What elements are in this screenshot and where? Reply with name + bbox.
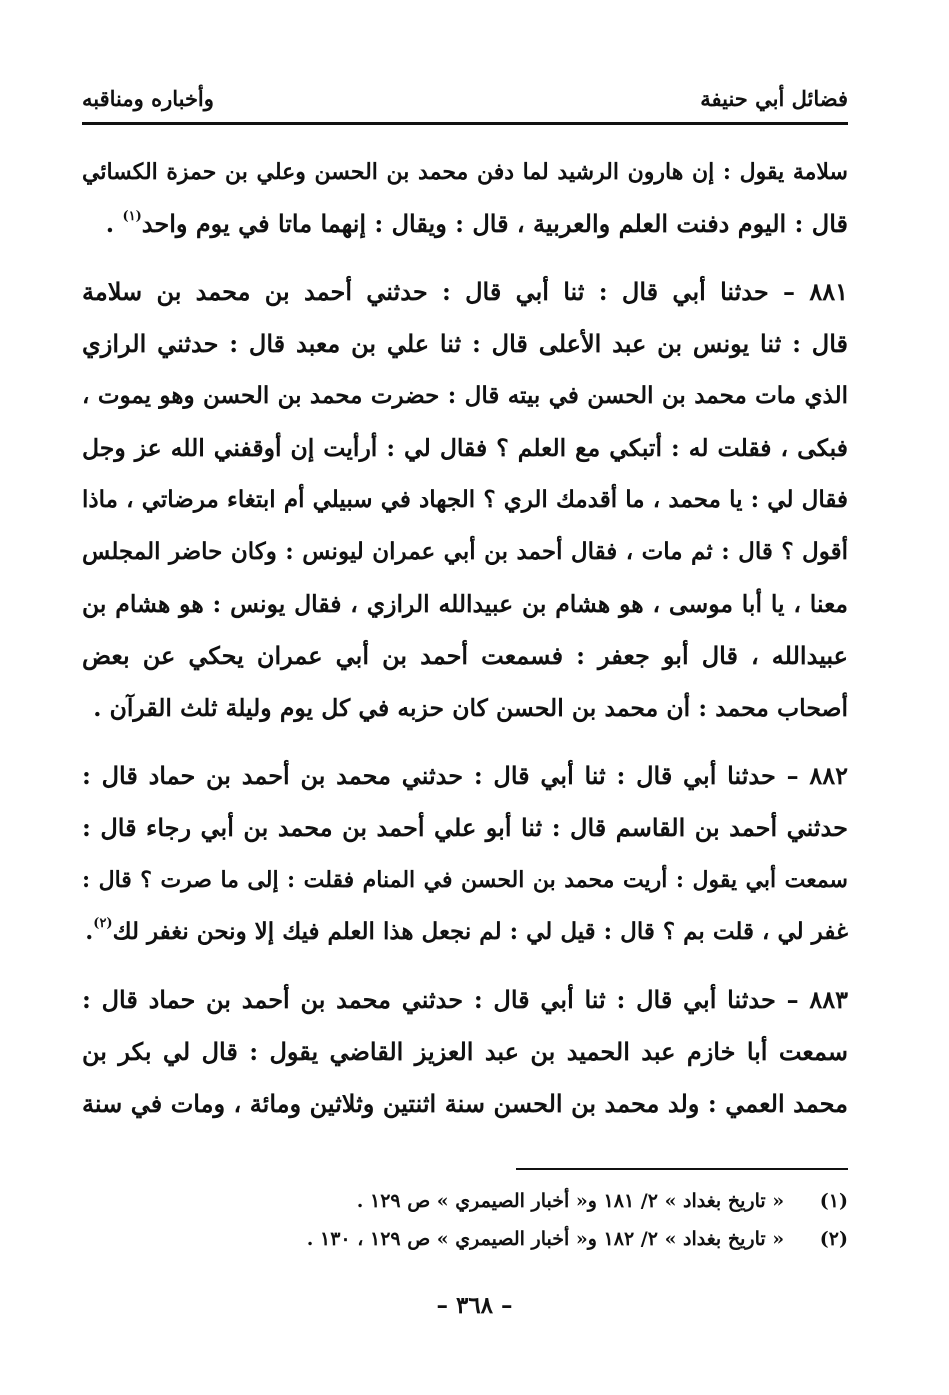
paragraph-883	[82, 974, 848, 1130]
paragraph-881	[82, 266, 848, 734]
footnotes	[82, 1182, 848, 1258]
header-section-title: وأخباره ومناقبه	[82, 86, 214, 111]
footnote-ref-2[interactable]: (٢)	[93, 916, 113, 931]
footnote-number: (٢)	[819, 1228, 848, 1250]
text-line: ٨٨١ – حدثنا أبي قال : ثنا أبي قال : حدثني أحمد بن محمد بن سلامة	[82, 277, 848, 306]
text-line: عبيدالله ، قال أبو جعفر : فسمعت أحمد بن أبي عمران يحكي عن بعض	[82, 641, 848, 670]
text-line: أصحاب محمد : أن محمد بن الحسن كان حزبه في كل يوم وليلة ثلث القرآن .	[93, 694, 848, 722]
footnote-text: « تاريخ بغداد » ٢/ ١٨١ و« أخبار الصيمري » ص ١٢٩ .	[356, 1190, 785, 1212]
line-text: قال : اليوم دفنت العلم والعربية ، قال : ويقال : إنهما ماتا في يوم واحد	[141, 209, 848, 238]
page-number: – ٣٦٨ –	[436, 1292, 513, 1319]
footnote-2	[82, 1220, 848, 1258]
text-line: سلامة يقول : إن هارون الرشيد لما دفن محمد بن الحسن وعلي بن حمزة الكسائي	[82, 159, 848, 185]
text-line: فبكى ، فقلت له : أتبكي مع العلم ؟ فقال لي : أرأيت إن أوقفني الله عز وجل	[82, 434, 848, 462]
text-line: معنا ، يا أبا موسى ، هو هشام بن عبيدالله الرازي ، فقال يونس : هو هشام بن	[82, 590, 848, 618]
header-book-title: فضائل أبي حنيفة	[700, 86, 848, 111]
text-line: محمد العمي : ولد محمد بن الحسن سنة اثنتين وثلاثين ومائة ، ومات في سنة	[82, 1089, 848, 1118]
text-line: سمعت أبي يقول : أريت محمد بن الحسن في المنام فقلت : إلى ما صرت ؟ قال :	[82, 867, 848, 893]
text-line: قال : ثنا يونس بن عبد الأعلى قال : ثنا علي بن معبد قال : حدثني الرازي	[82, 329, 848, 358]
text-line: حدثني أحمد بن القاسم قال : ثنا أبو علي أحمد بن محمد بن أبي رجاء قال :	[82, 813, 848, 842]
text-line	[82, 198, 848, 250]
text-line: فقال لي : يا محمد ، ما أقدمك الري ؟ الجهاد في سبيلي أم ابتغاء مرضاتي ، ماذا	[82, 486, 848, 513]
line-end: .	[85, 918, 94, 945]
main-text	[82, 146, 848, 1130]
text-line: ٨٨٢ – حدثنا أبي قال : ثنا أبي قال : حدثني محمد بن أحمد بن حماد قال :	[82, 761, 848, 790]
text-line: سمعت أبا خازم عبد الحميد بن عبد العزيز القاضي يقول : قال لي بكر بن	[82, 1037, 848, 1066]
footnote-text: « تاريخ بغداد » ٢/ ١٨٢ و« أخبار الصيمري » ص ١٢٩ ، ١٣٠ .	[306, 1228, 785, 1250]
footnote-number: (١)	[819, 1190, 848, 1212]
text-line	[82, 906, 848, 958]
line-end: .	[105, 209, 123, 238]
text-line: أقول ؟ قال : ثم مات ، فقال أحمد بن أبي عمران ليونس : وكان حاضر المجلس	[82, 538, 848, 565]
footnote-ref-1[interactable]: (١)	[122, 209, 142, 224]
footnote-separator	[516, 1168, 848, 1170]
line-text: غفر لي ، قلت بم ؟ قال : قيل لي : لم نجعل هذا العلم فيك إلا ونحن نغفر لك	[112, 918, 848, 945]
paragraph-882	[82, 750, 848, 958]
text-line: ٨٨٣ – حدثنا أبي قال : ثنا أبي قال : حدثني محمد بن أحمد بن حماد قال :	[82, 985, 848, 1014]
text-line: الذي مات محمد بن الحسن في بيته قال : حضرت محمد بن الحسن وهو يموت ،	[82, 382, 848, 409]
paragraph-continuation	[82, 146, 848, 250]
footnote-1	[82, 1182, 848, 1220]
running-header	[82, 84, 848, 125]
